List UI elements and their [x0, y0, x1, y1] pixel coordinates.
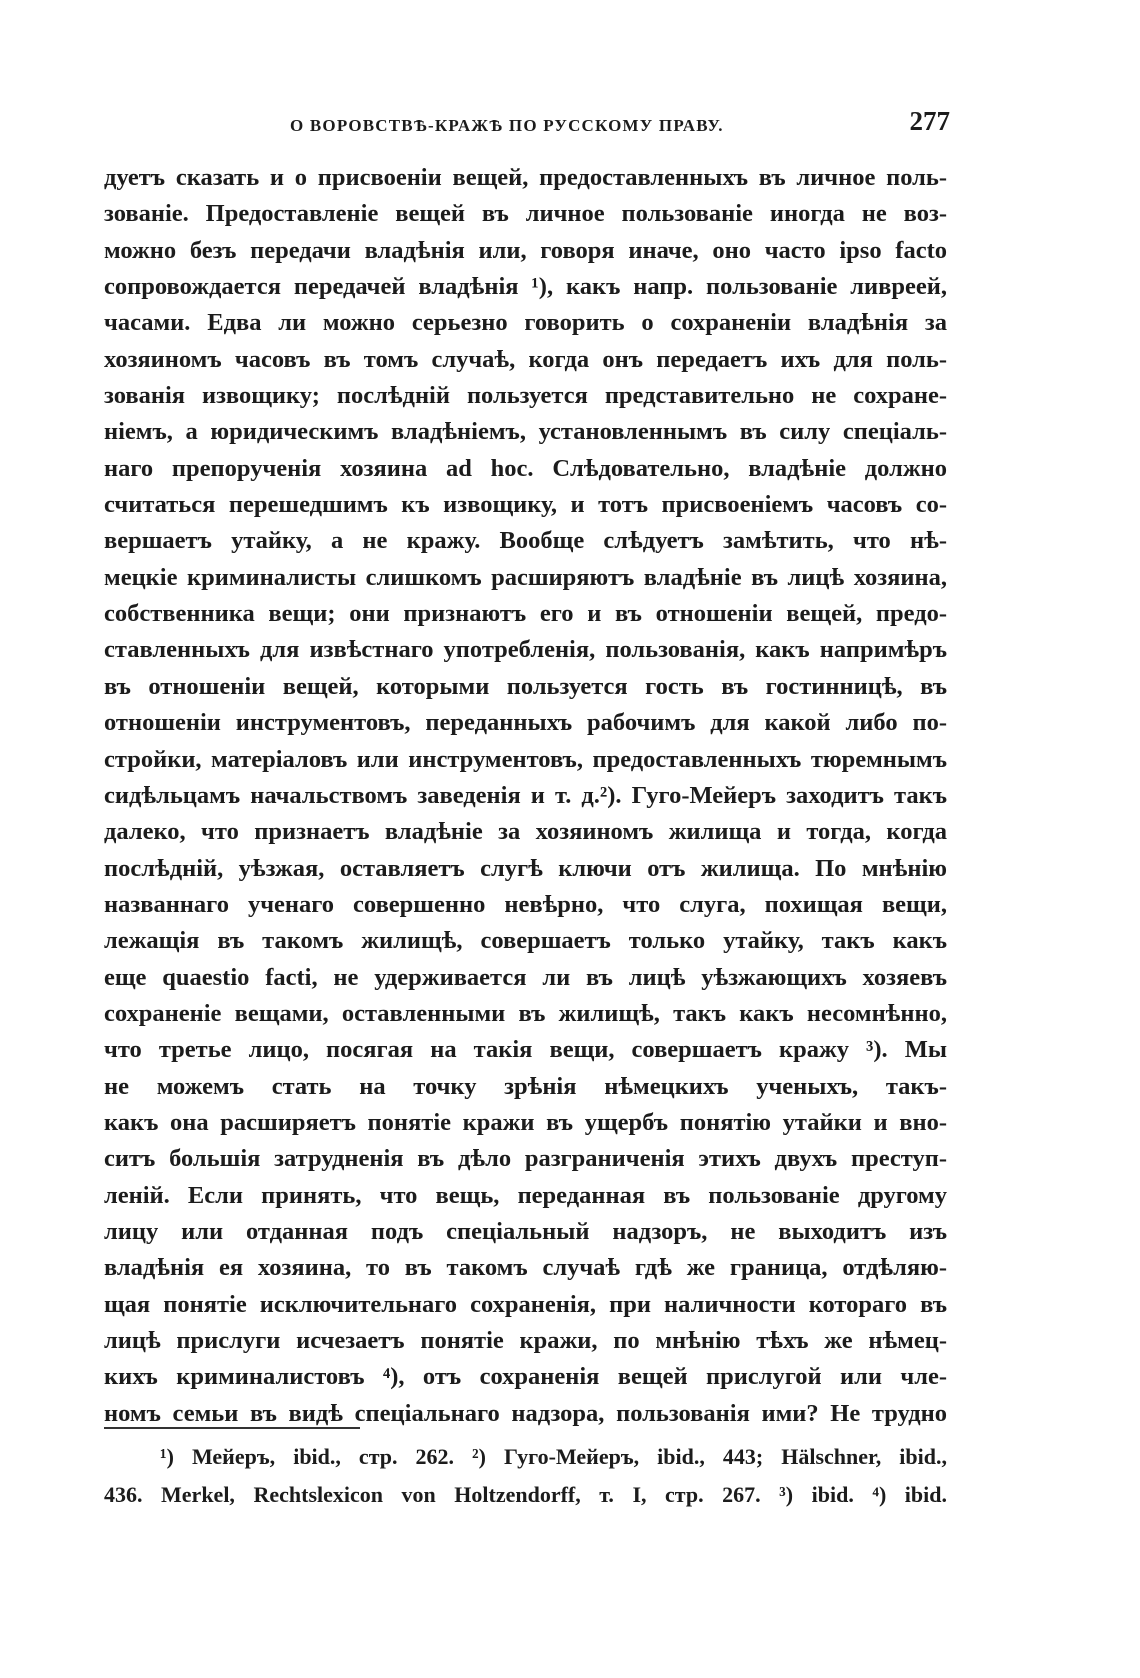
text-line: въ отношеніи вещей, которыми пользуется гость въ гостинницѣ, въ [104, 672, 947, 700]
page-number: 277 [909, 106, 950, 136]
text-line: ситъ большія затрудненія въ дѣло разграниченія этихъ двухъ преступ- [104, 1145, 947, 1173]
text-line: лицу или отданная подъ спеціальный надзоръ, не выходитъ изъ [104, 1217, 947, 1245]
text-line: владѣнія ея хозяина, то въ такомъ случаѣ гдѣ же граница, отдѣляю- [104, 1254, 947, 1282]
footnote-divider [104, 1427, 360, 1429]
text-line: собственника вещи; они признаютъ его и въ отношеніи вещей, предо- [104, 600, 947, 628]
text-line: мецкіе криминалисты слишкомъ расширяютъ владѣніе въ лицѣ хозяина, [104, 563, 947, 591]
text-line: лицѣ прислуги исчезаетъ понятіе кражи, по мнѣнію тѣхъ же нѣмец- [104, 1327, 947, 1354]
text-line: ніемъ, а юридическимъ владѣніемъ, установленнымъ въ силу спеціаль- [104, 418, 947, 446]
text-line: леній. Если принять, что вещь, переданная въ пользованіе другому [104, 1181, 947, 1209]
text-line: номъ семьи въ видѣ спеціальнаго надзора, пользованія ими? Не трудно [104, 1399, 947, 1427]
text-line: стройки, матеріаловъ или инструментовъ, предоставленныхъ тюремнымъ [104, 745, 947, 773]
text-line: далеко, что признаетъ владѣніе за хозяиномъ жилища и тогда, когда [104, 818, 947, 846]
text-line: отношеніи инструментовъ, переданныхъ рабочимъ для какой либо по- [104, 709, 947, 737]
text-line: ставленныхъ для извѣстнаго употребленія, пользованія, какъ напримѣръ [104, 636, 947, 664]
text-line: зованія извощику; послѣдній пользуется представительно не сохране- [104, 382, 947, 410]
text-line: не можемъ стать на точку зрѣнія нѣмецкихъ ученыхъ, такъ- [104, 1072, 947, 1100]
text-line: лежащія въ такомъ жилищѣ, совершаетъ только утайку, такъ какъ [104, 927, 947, 955]
text-line: вершаетъ утайку, а не кражу. Вообще слѣдуетъ замѣтить, что нѣ- [104, 527, 947, 555]
text-line: наго препорученія хозяина ad hoc. Слѣдовательно, владѣніе должно [104, 454, 947, 482]
text-line: сопровождается передачей владѣнія ¹), какъ напр. пользованіе ливреей, [104, 273, 947, 301]
text-line: часами. Едва ли можно серьезно говорить о сохраненіи владѣнія за [104, 309, 947, 337]
footnote-line: 436. Merkel, Rechtslexicon von Holtzendorff, т. I, стр. 267. ³) ibid. ⁴) ibid. [104, 1482, 947, 1507]
text-line: названнаго ученаго совершенно невѣрно, что слуга, похищая вещи, [104, 890, 947, 918]
text-line: зованіе. Предоставленіе вещей въ личное пользованіе иногда не воз- [104, 200, 947, 228]
text-line: что третье лицо, посягая на такія вещи, совершаетъ кражу ³). Мы [104, 1036, 947, 1064]
text-line: щая понятіе исключительнаго сохраненія, при наличности котораго въ [104, 1290, 947, 1318]
body-text [104, 160, 947, 1432]
text-line: сидѣльцамъ начальствомъ заведенія и т. д.²). Гуго-Мейеръ заходитъ такъ [104, 781, 947, 809]
text-line: считаться перешедшимъ къ извощику, и тотъ присвоеніемъ часовъ со- [104, 491, 947, 519]
footnote-line: ¹) Мейеръ, ibid., стр. 262. ²) Гуго-Мейеръ, ibid., 443; Hälschner, ibid., [160, 1444, 947, 1469]
text-line: послѣдній, уѣзжая, оставляетъ слугѣ ключи отъ жилища. По мнѣнію [104, 854, 947, 882]
page-header [100, 104, 950, 144]
text-line: хозяиномъ часовъ въ томъ случаѣ, когда онъ передаетъ ихъ для поль- [104, 345, 947, 373]
text-line: можно безъ передачи владѣнія или, говоря иначе, оно часто ipso facto [104, 236, 947, 264]
footnotes [104, 1438, 947, 1514]
running-head: О ВОРОВСТВѢ-КРАЖѢ ПО РУССКОМУ ПРАВУ. [290, 116, 724, 135]
text-line: дуетъ сказать и о присвоеніи вещей, предоставленныхъ въ личное поль- [104, 164, 947, 191]
text-line: какъ она расширяетъ понятіе кражи въ ущербъ понятію утайки и вно- [104, 1108, 947, 1136]
text-line: еще quaestio facti, не удерживается ли въ лицѣ уѣзжающихъ хозяевъ [104, 963, 947, 991]
text-line: кихъ криминалистовъ ⁴), отъ сохраненія вещей прислугой или чле- [104, 1363, 947, 1391]
text-line: сохраненіе вещами, оставленными въ жилищѣ, такъ какъ несомнѣнно, [104, 999, 947, 1027]
